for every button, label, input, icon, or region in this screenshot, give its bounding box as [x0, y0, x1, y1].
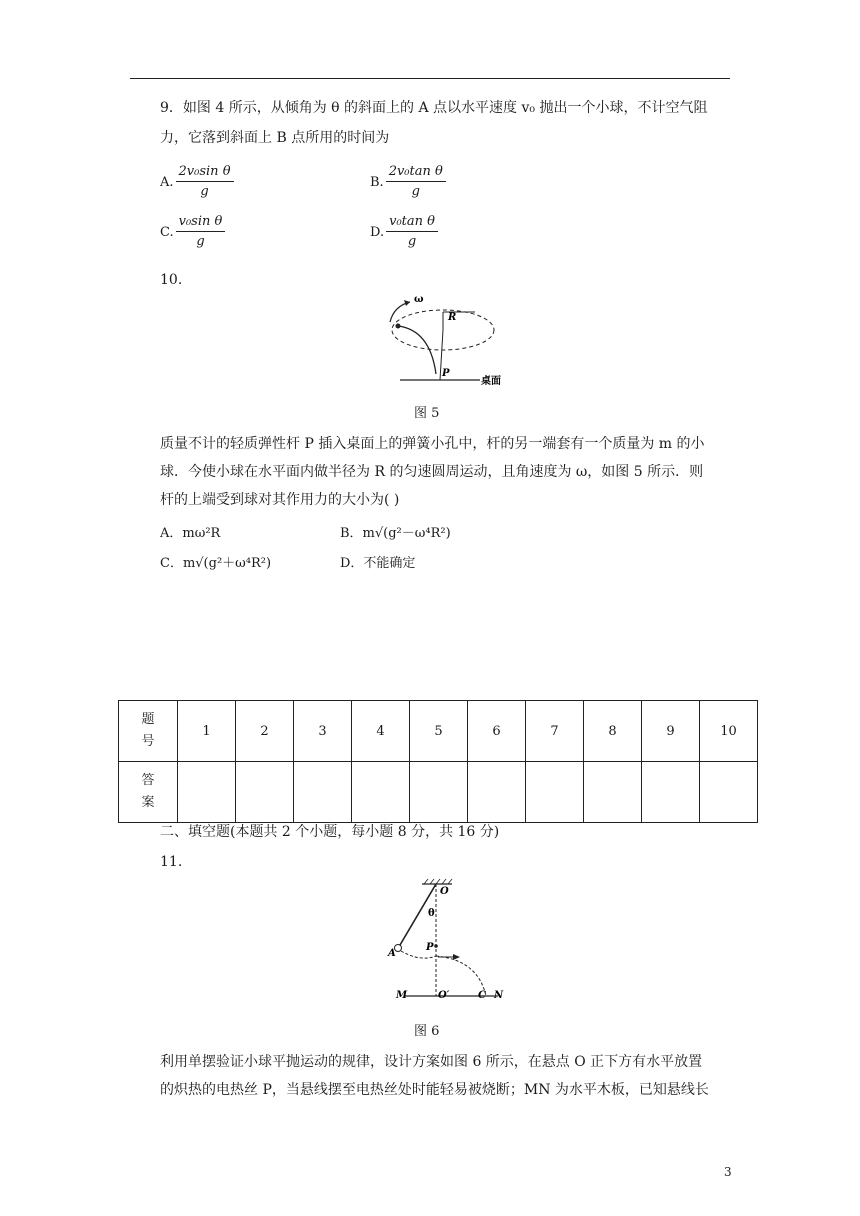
figure-5-caption: 图 5	[414, 406, 440, 421]
answer-table-answer-row	[119, 762, 758, 823]
fig5-ball	[396, 324, 401, 329]
fig5-bent-rod	[398, 326, 436, 374]
page-number: 3	[724, 1165, 732, 1179]
q10-option-c: C．m√(g²＋ω⁴R²)	[160, 556, 272, 571]
fig6-p-label: P	[426, 942, 434, 953]
q9-option-c-denominator: g	[196, 234, 205, 249]
answer-table-answer-header	[119, 762, 178, 823]
question-number-cell: 4	[352, 701, 410, 762]
question-number-cell: 10	[700, 701, 758, 762]
q9-option-a	[160, 164, 234, 200]
q9-line2: 力，它落到斜面上 B 点所用的时间为	[160, 130, 390, 146]
answer-cell[interactable]	[584, 762, 642, 823]
q11-line2: 的炽热的电热丝 P，当悬线摆至电热丝处时能轻易被烧断；MN 为水平木板，已知悬线长	[160, 1082, 709, 1098]
answer-cell[interactable]	[700, 762, 758, 823]
q11-number: 11.	[160, 854, 183, 870]
question-number-cell: 1	[178, 701, 236, 762]
answer-cell[interactable]	[526, 762, 584, 823]
fig6-velocity-arrowhead	[453, 954, 460, 960]
q9-option-b-denominator: g	[411, 184, 420, 199]
answer-cell[interactable]	[236, 762, 294, 823]
question-number-cell: 3	[294, 701, 352, 762]
question-number-cell: 7	[526, 701, 584, 762]
fig6-n-label: N	[494, 990, 504, 1001]
q9-option-b-fraction	[386, 164, 446, 200]
q9-option-a-fraction	[176, 164, 234, 200]
q10-option-b: B．m√(g²－ω⁴R²)	[340, 526, 451, 541]
q9-option-b-numerator: 2v₀tan θ	[386, 164, 446, 182]
q9-option-c-label: C.	[160, 224, 174, 240]
fig6-o-prime-label: O′	[438, 990, 450, 1001]
q9-option-a-numerator: 2v₀sin θ	[176, 164, 234, 182]
fig6-ceiling-hatch	[424, 879, 452, 884]
number-header-char-2: 号	[141, 734, 155, 749]
answer-cell[interactable]	[642, 762, 700, 823]
q10-line3: 杆的上端受到球对其作用力的大小为( )	[160, 492, 400, 508]
q10-line1: 质量不计的轻质弹性杆 P 插入桌面上的弹簧小孔中，杆的另一端套有一个质量为 m 的小	[160, 436, 705, 452]
q9-line1: 9．如图 4 所示，从倾角为 θ 的斜面上的 A 点以水平速度 v₀ 抛出一个小球，不计空气阻	[160, 100, 708, 116]
q9-option-d	[370, 214, 438, 250]
figure-5-rotating-rod	[380, 292, 510, 392]
question-number-cell: 9	[642, 701, 700, 762]
q10-option-d: D．不能确定	[340, 556, 416, 571]
q10-number: 10.	[160, 272, 183, 288]
section-2-title: 二、填空题(本题共 2 个小题，每小题 8 分，共 16 分)	[160, 824, 500, 840]
answer-cell[interactable]	[352, 762, 410, 823]
fig6-c-label: C	[478, 990, 486, 1001]
q9-option-b	[370, 164, 446, 200]
q10-option-a: A．mω²R	[160, 526, 221, 541]
answer-cell[interactable]	[410, 762, 468, 823]
fig6-wire-point	[434, 944, 438, 948]
fig5-r-label: R	[448, 312, 457, 323]
answer-header-char-1: 答	[141, 773, 155, 788]
fig6-theta-label: θ	[428, 908, 435, 919]
fig6-a-label: A	[388, 948, 396, 959]
q9-option-d-denominator: g	[407, 234, 417, 249]
q9-option-a-label: A.	[160, 174, 174, 190]
fig5-omega-arrowhead	[404, 300, 410, 306]
q11-line1: 利用单摆验证小球平抛运动的规律，设计方案如图 6 所示，在悬点 O 正下方有水平放置	[160, 1054, 703, 1070]
figure-6-caption: 图 6	[414, 1024, 440, 1039]
q9-option-c	[160, 214, 225, 250]
answer-table-number-header	[119, 701, 178, 762]
question-number-cell: 6	[468, 701, 526, 762]
q10-line2: 球．今使小球在水平面内做半径为 R 的匀速圆周运动，且角速度为 ω，如图 5 所示．则	[160, 464, 704, 480]
q9-option-c-fraction	[176, 214, 226, 250]
answer-cell[interactable]	[178, 762, 236, 823]
q9-option-c-numerator: v₀sin θ	[176, 214, 226, 232]
answer-table-number-row	[119, 701, 758, 762]
q9-option-a-denominator: g	[200, 184, 209, 199]
fig5-p-label: P	[442, 368, 450, 379]
question-number-cell: 2	[236, 701, 294, 762]
header-rule	[130, 78, 730, 79]
q9-option-d-numerator: v₀tan θ	[386, 214, 438, 232]
figure-6-pendulum	[390, 878, 520, 1008]
q9-option-d-fraction	[386, 214, 438, 250]
answer-table	[118, 700, 758, 823]
answer-header-char-2: 案	[141, 795, 155, 810]
q9-option-b-label: B.	[370, 174, 384, 190]
question-number-cell: 8	[584, 701, 642, 762]
question-number-cell: 5	[410, 701, 468, 762]
fig5-omega-label: ω	[414, 294, 424, 305]
fig5-table-label: 桌面	[481, 376, 501, 387]
answer-cell[interactable]	[294, 762, 352, 823]
number-header-char-1: 题	[141, 712, 155, 727]
answer-cell[interactable]	[468, 762, 526, 823]
fig6-o-label: O	[440, 886, 449, 897]
q9-option-d-label: D.	[370, 224, 385, 240]
fig6-m-label: M	[396, 990, 408, 1001]
